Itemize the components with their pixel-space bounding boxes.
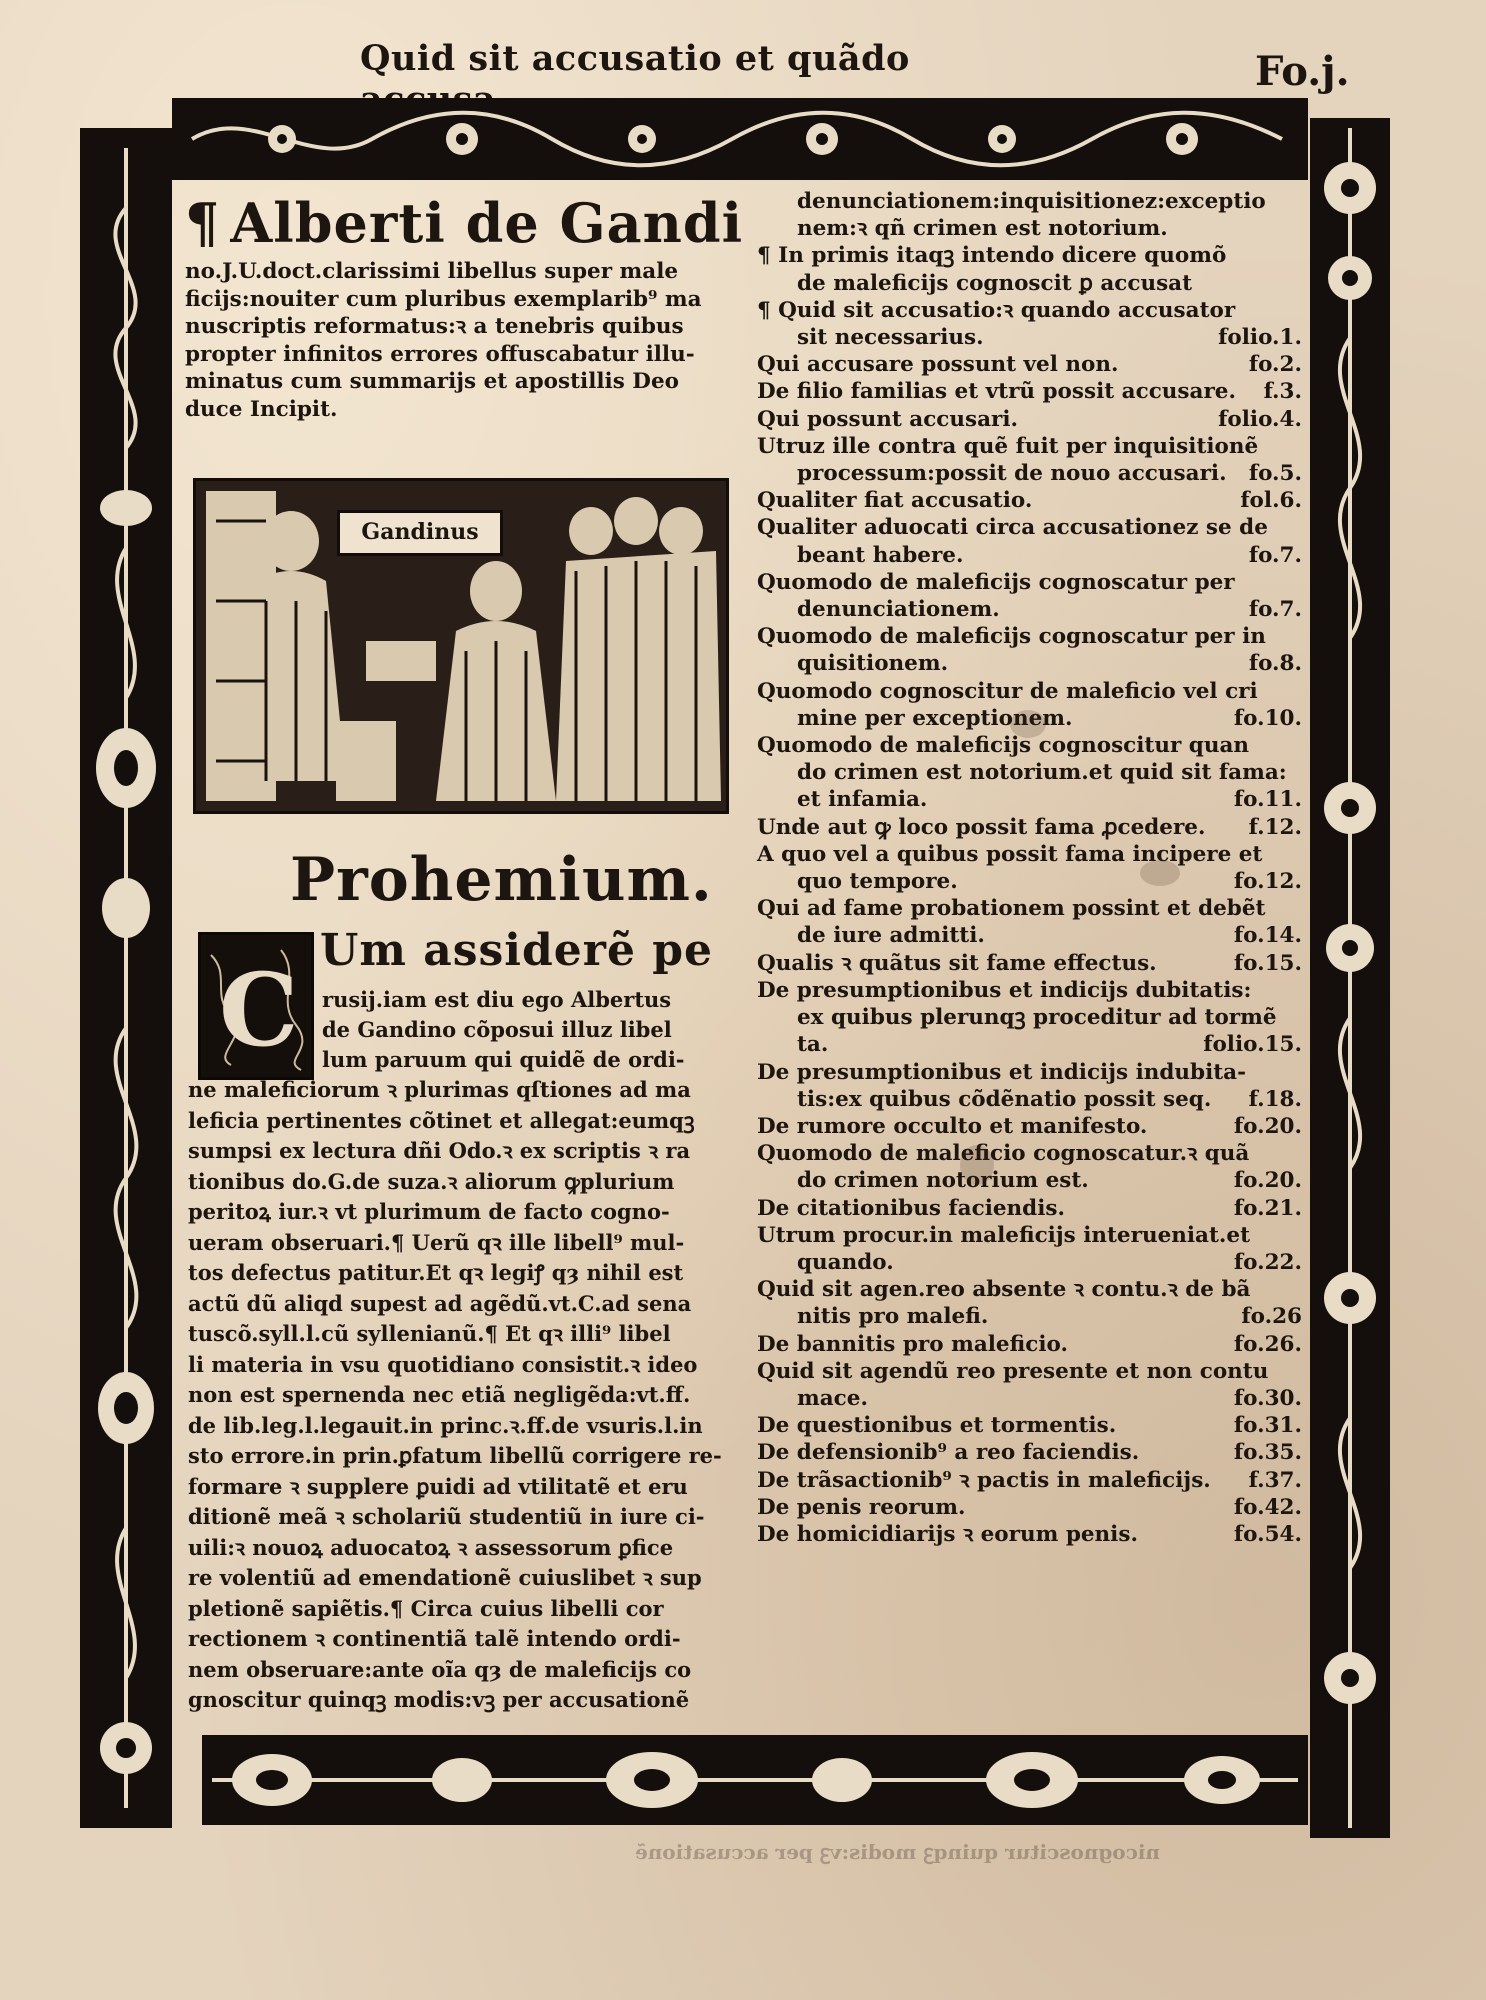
toc-entry-text: De bannitis pro maleficio. xyxy=(757,1331,1068,1357)
left-ornamental-border xyxy=(80,128,172,1828)
title-block xyxy=(185,192,745,423)
body-line: nem obseruare:ante oĩa qȝ de maleficijs co xyxy=(188,1656,692,1682)
toc-entry-folio: fo.11. xyxy=(1233,787,1302,813)
toc-entry-text: Quomodo de maleficijs cognoscatur per in xyxy=(757,624,1266,650)
toc-entry-text: De presumptionibus et indicijs dubitatis: xyxy=(757,977,1252,1003)
toc-entry-text: ¶ In primis itaqꝫ intendo dicere quomõ xyxy=(757,243,1227,269)
toc-entry-text: Utruz ille contra quẽ fuit per inquisitionẽ xyxy=(757,433,1259,459)
toc-entry xyxy=(757,242,1302,269)
toc-entry xyxy=(757,1303,1302,1330)
toc-entry-text: De questionibus et tormentis. xyxy=(757,1413,1117,1439)
toc-entry xyxy=(757,460,1302,487)
toc-entry-folio: fo.54. xyxy=(1233,1521,1302,1547)
body-indented-lines xyxy=(322,985,752,1075)
toc-entry-folio: folio.4. xyxy=(1218,406,1302,432)
intro-paragraph xyxy=(185,258,745,423)
toc-entry-text: Quid sit agen.reo absente ꝛ contu.ꝛ de bã xyxy=(757,1277,1251,1303)
toc-entry xyxy=(757,1494,1302,1521)
toc-entry-folio: fo.2. xyxy=(1248,352,1302,378)
book-title xyxy=(185,192,745,254)
body-line: sto errore.in prin.ꝑfatum libellũ corrigere re- xyxy=(188,1443,722,1468)
toc-entry-text: sit necessarius. xyxy=(797,325,984,351)
toc-entry xyxy=(757,1140,1302,1167)
toc-entry-text: De defensionib⁹ a reo faciendis. xyxy=(757,1440,1140,1466)
toc-entry-text: denunciationem. xyxy=(797,597,1000,623)
toc-entry-text: Qui ad fame probationem possint et debẽt xyxy=(757,896,1266,922)
toc-entry-text: Quomodo de maleficijs cognoscatur per xyxy=(757,569,1235,595)
body-line: peritoꝝ iur.ꝛ vt plurimum de facto cogno- xyxy=(188,1199,670,1224)
toc-entry-text: do crimen est notorium.et quid sit fama: xyxy=(797,760,1287,786)
toc-entry-folio: fol.6. xyxy=(1240,488,1302,514)
toc-entry-text: mace. xyxy=(797,1385,868,1411)
toc-entry xyxy=(757,514,1302,541)
toc-entry xyxy=(757,487,1302,514)
toc-entry-text: De citationibus faciendis. xyxy=(757,1195,1065,1221)
toc-entry-folio: fo.12. xyxy=(1233,869,1302,895)
ink-stain xyxy=(1010,710,1046,738)
body-text xyxy=(188,1075,748,1716)
intro-line: ficijs:nouiter cum pluribus exemplarib⁹ ma xyxy=(185,286,702,312)
toc-entry-text: quando. xyxy=(797,1249,894,1275)
toc-entry xyxy=(757,1004,1302,1031)
toc-entry-text: ex quibus plerunqꝫ proceditur ad tormẽ xyxy=(797,1005,1277,1031)
toc-entry xyxy=(757,215,1302,242)
toc-entry xyxy=(757,650,1302,677)
toc-entry xyxy=(757,378,1302,405)
toc-entry-folio: fo.31. xyxy=(1233,1413,1302,1439)
bottom-ornamental-border xyxy=(202,1735,1308,1825)
toc-entry-folio: fo.35. xyxy=(1233,1440,1302,1466)
toc-entry-folio: fo.26 xyxy=(1241,1304,1302,1330)
toc-entry-folio: folio.15. xyxy=(1203,1032,1302,1058)
toc-entry-folio: fo.20. xyxy=(1233,1168,1302,1194)
toc-entry-folio: fo.14. xyxy=(1233,923,1302,949)
toc-entry xyxy=(757,1439,1302,1466)
toc-entry-text: Quid sit agendũ reo presente et non contu xyxy=(757,1358,1269,1384)
body-line: re volentiũ ad emendationẽ cuiuslibet ꝛ sup xyxy=(188,1565,702,1590)
toc-entry-text: De rumore occulto et manifesto. xyxy=(757,1113,1148,1139)
toc-entry xyxy=(757,977,1302,1004)
intro-line: minatus cum summarijs et apostillis Deo xyxy=(185,369,679,394)
toc-entry-text: et infamia. xyxy=(797,787,928,813)
toc-entry-text: Qualiter fiat accusatio. xyxy=(757,488,1033,514)
body-line: ne maleficiorum ꝛ plurimas qſtiones ad ma xyxy=(188,1077,691,1102)
toc-entry-text: beant habere. xyxy=(797,542,964,568)
toc-entry-text: Quomodo cognoscitur de maleficio vel cri xyxy=(757,678,1258,704)
toc-entry-folio: f.3. xyxy=(1263,379,1302,405)
toc-entry-folio: fo.42. xyxy=(1233,1494,1302,1520)
toc-entry-text: Unde aut ꝙ loco possit fama ꝓcedere. xyxy=(757,814,1206,840)
toc-entry-folio: fo.15. xyxy=(1233,950,1302,976)
body-first-line: Um assiderẽ pe xyxy=(320,925,714,976)
body-line: ditionẽ meã ꝛ scholariũ studentiũ in iure ci- xyxy=(188,1504,705,1529)
body-line: li materia in vsu quotidiano consistit.ꝛ ideo xyxy=(188,1351,698,1377)
toc-entry xyxy=(757,895,1302,922)
toc-entry xyxy=(757,324,1302,351)
toc-entry-text: Quomodo de maleficio cognoscatur.ꝛ quã xyxy=(757,1141,1250,1167)
toc-entry xyxy=(757,814,1302,841)
toc-entry-text: A quo vel a quibus possit fama incipere et xyxy=(757,841,1263,867)
body-line: non est spernenda nec etiã negligẽda:vt.ff. xyxy=(188,1382,691,1407)
toc-entry xyxy=(757,1167,1302,1194)
toc-entry xyxy=(757,1059,1302,1086)
toc-entry xyxy=(757,1031,1302,1058)
toc-entry xyxy=(757,1467,1302,1494)
toc-entry xyxy=(757,1358,1302,1385)
toc-entry-folio: f.12. xyxy=(1248,814,1302,840)
toc-entry xyxy=(757,1412,1302,1439)
body-line: de Gandino cõposui illuz libel xyxy=(322,1017,672,1042)
body-line: sumpsi ex lectura dñi Odo.ꝛ ex scriptis ꝛ ra xyxy=(188,1138,691,1163)
toc-entry xyxy=(757,786,1302,813)
toc-entry-folio: folio.1. xyxy=(1218,325,1302,351)
toc-entry-text: denunciationem:inquisitionez:exceptio xyxy=(797,189,1266,214)
body-line: leficia pertinentes cõtinet et allegat:eumqꝫ xyxy=(188,1107,695,1133)
body-line: uili:ꝛ nouoꝝ aduocatoꝝ ꝛ assessorum ꝑfice xyxy=(188,1534,674,1560)
ink-stain xyxy=(960,1145,994,1185)
toc-entry xyxy=(757,596,1302,623)
ink-stain xyxy=(1140,860,1180,886)
toc-entry-text: Qualis ꝛ quãtus sit fame effectus. xyxy=(757,950,1157,976)
toc-entry-text: De filio familias et vtrũ possit accusare. xyxy=(757,379,1236,405)
toc-entry-text: de iure admitti. xyxy=(797,923,985,949)
toc-entry-text: Qui accusare possunt vel non. xyxy=(757,352,1119,378)
toc-entry-folio: fo.22. xyxy=(1233,1249,1302,1275)
toc-entry xyxy=(757,1086,1302,1113)
toc-entry xyxy=(757,678,1302,705)
toc-entry xyxy=(757,623,1302,650)
toc-entry-text: de maleficijs cognoscit ꝑ accusat xyxy=(797,270,1193,296)
toc-entry xyxy=(757,1385,1302,1412)
toc-entry-folio: fo.7. xyxy=(1248,542,1302,568)
toc-entry-text: do crimen notorium est. xyxy=(797,1168,1089,1194)
table-of-contents xyxy=(757,188,1302,1548)
toc-entry-folio: fo.8. xyxy=(1248,651,1302,677)
toc-entry-text: nitis pro malefi. xyxy=(797,1304,989,1330)
intro-line: no.J.U.doct.clarissimi libellus super male xyxy=(185,259,679,284)
toc-entry xyxy=(757,351,1302,378)
body-line: tuscõ.syll.l.cũ syllenianũ.¶ Et qꝛ illi⁹ libel xyxy=(188,1321,671,1346)
toc-entry-text: ta. xyxy=(797,1032,829,1058)
intro-line: propter infinitos errores offuscabatur illu- xyxy=(185,341,695,367)
pilcrow-icon: ¶ xyxy=(185,191,221,255)
intro-line: nuscriptis reformatus:ꝛ a tenebris quibus xyxy=(185,314,684,339)
intro-line: duce Incipit. xyxy=(185,396,338,422)
toc-entry xyxy=(757,542,1302,569)
body-line: tos defectus patitur.Et qꝛ legiꝭ qȝ nihil est xyxy=(188,1260,684,1285)
body-line: lum paruum qui quidẽ de ordi- xyxy=(322,1047,685,1072)
body-line: pletionẽ sapiẽtis.¶ Circa cuius libelli cor xyxy=(188,1595,664,1621)
toc-entry xyxy=(757,297,1302,324)
toc-entry-text: Qualiter aduocati circa accusationez se de xyxy=(757,515,1268,541)
initial-letter: C xyxy=(219,951,299,1069)
toc-entry-folio: fo.20. xyxy=(1233,1113,1302,1139)
toc-entry xyxy=(757,406,1302,433)
toc-entry-text: processum:possit de nouo accusari. xyxy=(797,461,1227,487)
toc-entry-text: De trãsactionib⁹ ꝛ pactis in maleficijs. xyxy=(757,1467,1211,1493)
toc-entry xyxy=(757,922,1302,949)
body-line: actũ dũ aliqd supest ad agẽdũ.vt.C.ad sena xyxy=(188,1290,692,1316)
title-text: Alberti de Gandi xyxy=(230,191,744,255)
toc-entry xyxy=(757,1521,1302,1548)
toc-entry xyxy=(757,868,1302,895)
toc-entry-text: ¶ Quid sit accusatio:ꝛ quando accusator xyxy=(757,297,1236,323)
toc-entry-text: Quomodo de maleficijs cognoscitur quan xyxy=(757,733,1250,759)
bleed-through-text: nicognoscitur quinqꝫ modis:vꝫ per accusationẽ xyxy=(635,1840,1160,1864)
toc-entry-folio: fo.7. xyxy=(1248,597,1302,623)
right-ornamental-border xyxy=(1310,118,1390,1838)
toc-entry xyxy=(757,841,1302,868)
toc-entry-text: Utrum procur.in maleficijs interueniat.et xyxy=(757,1222,1251,1248)
toc-entry-text: Qui possunt accusari. xyxy=(757,406,1019,432)
toc-entry-folio: fo.10. xyxy=(1233,705,1302,731)
section-heading: Prohemium. xyxy=(290,845,713,915)
body-line: rectionem ꝛ continentiã talẽ intendo ordi- xyxy=(188,1626,681,1651)
toc-entry-text: mine per exceptionem. xyxy=(797,705,1073,731)
toc-entry-text: nem:ꝛ qñ crimen est notorium. xyxy=(797,216,1168,242)
body-line: tionibus do.G.de suza.ꝛ aliorum ꝙplurium xyxy=(188,1168,675,1194)
toc-entry xyxy=(757,1249,1302,1276)
toc-entry xyxy=(757,569,1302,596)
toc-entry xyxy=(757,1331,1302,1358)
toc-entry xyxy=(757,188,1302,215)
toc-entry-text: tis:ex quibus cõdẽnatio possit seq. xyxy=(797,1086,1212,1112)
toc-entry-folio: f.37. xyxy=(1248,1467,1302,1493)
toc-entry xyxy=(757,270,1302,297)
toc-entry xyxy=(757,433,1302,460)
toc-entry xyxy=(757,1222,1302,1249)
toc-entry xyxy=(757,1113,1302,1140)
body-line: de lib.leg.l.legauit.in princ.ꝛ.ff.de vsuris.l.in xyxy=(188,1412,703,1438)
toc-entry-text: quisitionem. xyxy=(797,651,949,677)
folio-number: Fo.j. xyxy=(1255,48,1350,95)
body-line: rusij.iam est diu ego Albertus xyxy=(322,987,672,1012)
toc-entry-text: De homicidiarijs ꝛ eorum penis. xyxy=(757,1521,1138,1547)
toc-entry-folio: fo.30. xyxy=(1233,1385,1302,1411)
toc-entry xyxy=(757,1195,1302,1222)
body-line: formare ꝛ supplere ꝑuidi ad vtilitatẽ et eru xyxy=(188,1473,688,1499)
toc-entry-text: quo tempore. xyxy=(797,869,958,895)
toc-entry-folio: fo.5. xyxy=(1248,461,1302,487)
toc-entry xyxy=(757,950,1302,977)
toc-entry-folio: f.18. xyxy=(1248,1086,1302,1112)
decorated-initial xyxy=(198,932,314,1080)
toc-entry xyxy=(757,759,1302,786)
toc-entry-folio: fo.21. xyxy=(1233,1195,1302,1221)
top-ornamental-border xyxy=(172,98,1308,180)
toc-entry xyxy=(757,1276,1302,1303)
body-line: gnoscitur quinqꝫ modis:vꝫ per accusationẽ xyxy=(188,1687,690,1712)
toc-entry-folio: fo.26. xyxy=(1233,1331,1302,1357)
woodcut-caption: Gandinus xyxy=(337,510,503,556)
running-head: Quid sit accusatio et quãdo xyxy=(360,38,910,79)
body-line: ueram obseruari.¶ Uerũ qꝛ ille libell⁹ mul- xyxy=(188,1229,685,1255)
toc-entry-text: De presumptionibus et indicijs indubita- xyxy=(757,1059,1247,1085)
toc-entry-text: De penis reorum. xyxy=(757,1494,966,1520)
